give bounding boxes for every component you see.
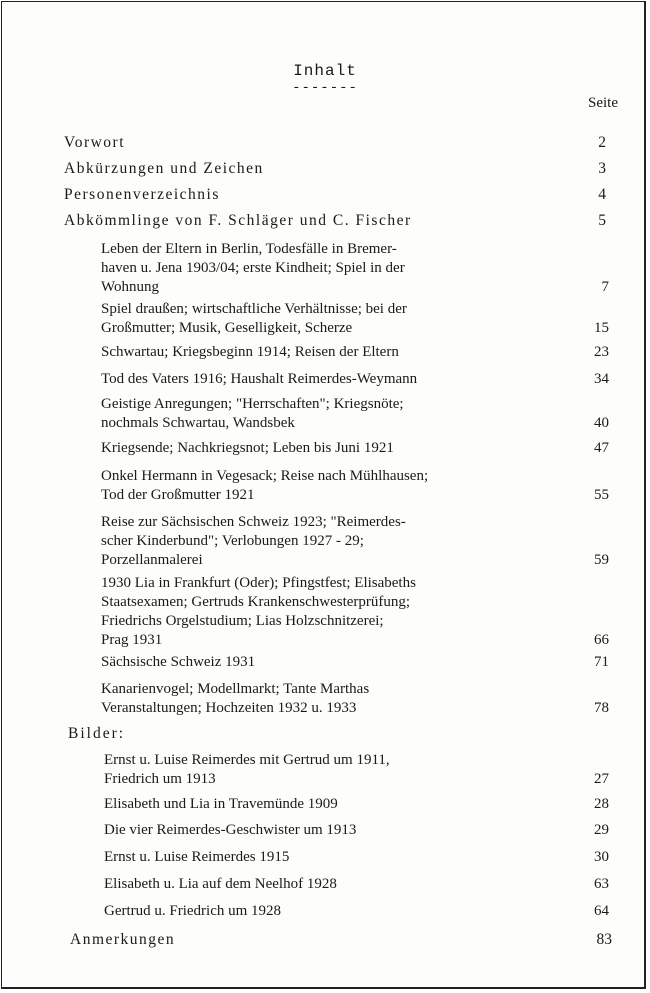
picture-entry (104, 848, 609, 867)
toc-subentry (101, 467, 609, 505)
entry-text: Anmerkungen (70, 931, 176, 948)
entry-page: 27 (594, 771, 609, 787)
entry-line: Kanarienvogel; Modellmarkt; Tante Marthas (101, 681, 370, 697)
entry-line: Onkel Hermann in Vegesack; Reise nach Mühlhausen; (101, 468, 429, 484)
toc-entry-abkuerzungen (64, 159, 606, 178)
entry-line: Prag 1931 (101, 632, 163, 648)
entry-page: 64 (594, 903, 609, 919)
entry-page: 55 (594, 487, 609, 503)
entry-page: 4 (598, 186, 606, 203)
entry-line: Staatsexamen; Gertruds Krankenschwesterprüfung; (101, 594, 411, 610)
entry-line: Leben der Eltern in Berlin, Todesfälle in Bremer- (101, 241, 397, 257)
picture-entry (104, 795, 609, 814)
entry-text: Vorwort (64, 134, 126, 151)
entry-page: 59 (594, 552, 609, 568)
entry-page: 34 (594, 371, 609, 387)
picture-entry (104, 875, 609, 894)
entry-page: 5 (598, 212, 606, 229)
entry-page: 47 (594, 440, 609, 456)
toc-subentry (101, 370, 609, 389)
entry-line: Friedrichs Orgelstudium; Lias Holzschnitzerei; (101, 613, 384, 629)
toc-entry-vorwort (64, 133, 606, 152)
entry-line: Tod des Vaters 1916; Haushalt Reimerdes-Weymann (101, 371, 418, 387)
picture-entry (104, 821, 609, 840)
toc-subentry (101, 343, 609, 362)
entry-line: Sächsische Schweiz 1931 (101, 654, 256, 670)
entry-page: 40 (594, 415, 609, 431)
toc-subentry (101, 395, 609, 433)
picture-entry (104, 902, 609, 921)
toc-entry-personen (64, 185, 606, 204)
entry-line: 1930 Lia in Frankfurt (Oder); Pfingstfest; Elisabeths (101, 575, 416, 591)
page-column-header: Seite (588, 95, 618, 111)
entry-line: scher Kinderbund"; Verlobungen 1927 - 29; (101, 533, 364, 549)
entry-line: Schwartau; Kriegsbeginn 1914; Reisen der Eltern (101, 344, 399, 360)
entry-line: Großmutter; Musik, Geselligkeit, Scherze (101, 320, 353, 336)
toc-subentry (101, 680, 609, 718)
toc-subentry (101, 513, 609, 570)
entry-line: Ernst u. Luise Reimerdes mit Gertrud um 1911, (104, 752, 390, 768)
entry-page: 15 (594, 320, 609, 336)
toc-entry-anmerkungen (70, 930, 612, 949)
entry-page: 78 (594, 700, 609, 716)
toc-subentry (101, 439, 609, 458)
entry-line: haven u. Jena 1903/04; erste Kindheit; Spiel in der (101, 260, 405, 276)
entry-page: 83 (596, 931, 612, 948)
entry-line: Tod der Großmutter 1921 (101, 487, 255, 503)
entry-line: Spiel draußen; wirtschaftliche Verhältnisse; bei der (101, 301, 407, 317)
entry-page: 28 (594, 796, 609, 812)
entry-page: 63 (594, 876, 609, 892)
entry-page: 23 (594, 344, 609, 360)
entry-line: Die vier Reimerdes-Geschwister um 1913 (104, 822, 357, 838)
entry-text: Abkürzungen und Zeichen (64, 160, 264, 177)
entry-line: Elisabeth u. Lia auf dem Neelhof 1928 (104, 876, 337, 892)
entry-line: nochmals Schwartau, Wandsbek (101, 415, 295, 431)
entry-text: Abkömmlinge von F. Schläger und C. Fischer (64, 212, 412, 229)
picture-entry (104, 751, 609, 789)
entry-line: Porzellanmalerei (101, 552, 203, 568)
toc-subentry (101, 574, 609, 650)
toc-subentry (101, 653, 609, 672)
entry-line: Kriegsende; Nachkriegsnot; Leben bis Juni 1921 (101, 440, 394, 456)
entry-line: Gertrud u. Friedrich um 1928 (104, 903, 282, 919)
entry-line: Reise zur Sächsischen Schweiz 1923; "Reimerdes- (101, 514, 406, 530)
title-underline: ------- (292, 80, 358, 96)
entry-line: Geistige Anregungen; "Herrschaften"; Kriegsnöte; (101, 396, 404, 412)
entry-line: Friedrich um 1913 (104, 771, 216, 787)
entry-line: Ernst u. Luise Reimerdes 1915 (104, 849, 290, 865)
entry-page: 3 (598, 160, 606, 177)
entry-page: 2 (598, 134, 606, 151)
entry-page: 71 (594, 654, 609, 670)
toc-title: Inhalt (293, 62, 357, 80)
entry-line: Elisabeth und Lia in Travemünde 1909 (104, 796, 338, 812)
entry-line: Wohnung (101, 279, 159, 295)
entry-page: 7 (601, 279, 609, 295)
entry-page: 29 (594, 822, 609, 838)
entry-line: Veranstaltungen; Hochzeiten 1932 u. 1933 (101, 700, 357, 716)
entry-page: 30 (594, 849, 609, 865)
entry-text: Personenverzeichnis (64, 186, 220, 203)
toc-subentry (101, 240, 609, 297)
toc-subentry (101, 300, 609, 338)
toc-entry-abkoemmlinge (64, 211, 606, 230)
bilder-heading: Bilder: (68, 725, 126, 742)
entry-page: 66 (594, 632, 609, 648)
